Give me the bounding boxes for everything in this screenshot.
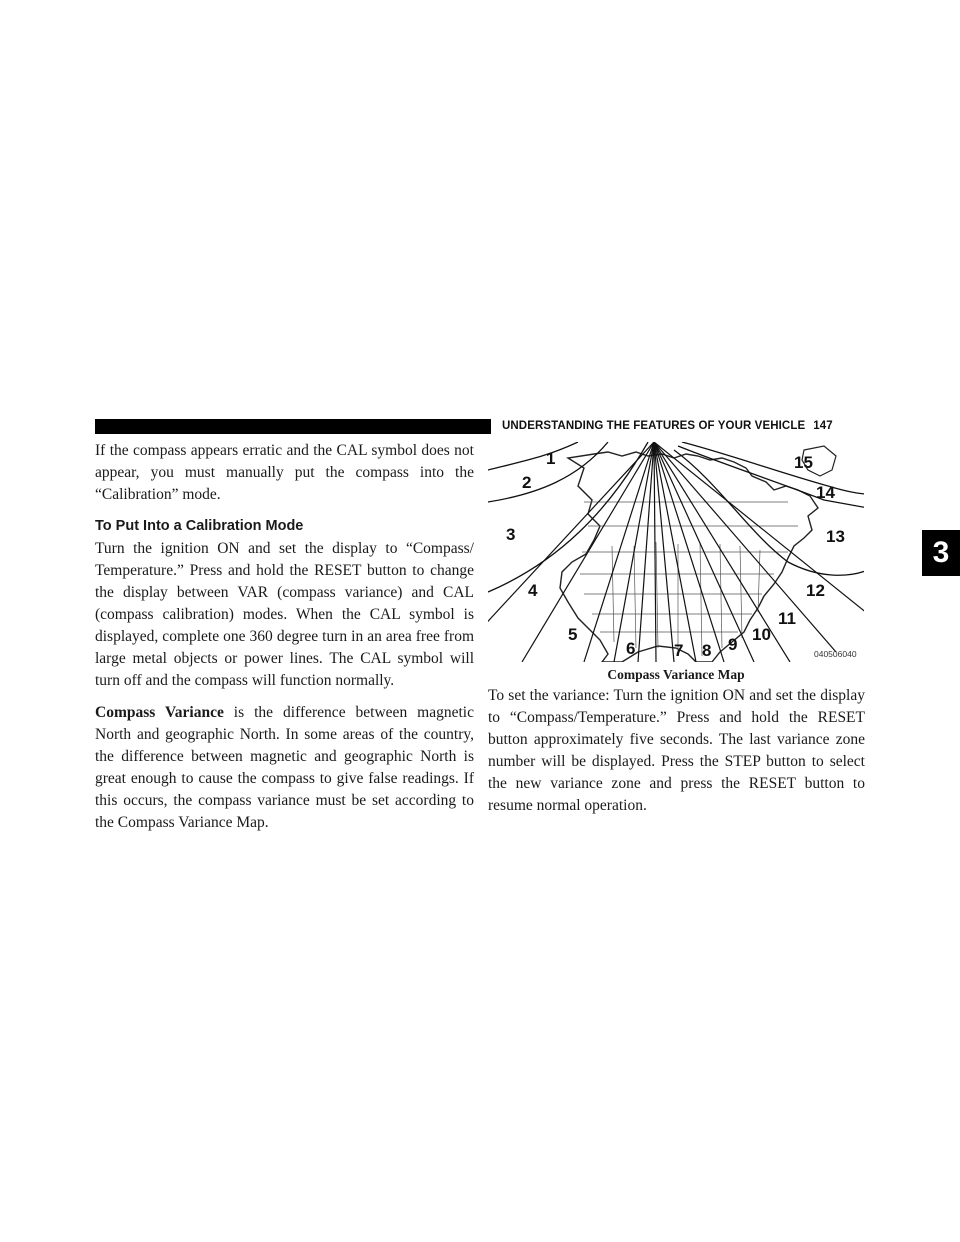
zone-label-1: 1 [546, 449, 556, 468]
section-heading: To Put Into a Calibration Mode [95, 518, 304, 534]
section-title: UNDERSTANDING THE FEATURES OF YOUR VEHICLE [502, 420, 806, 432]
zone-label-13: 13 [826, 527, 845, 546]
left-column [95, 440, 474, 844]
figure-caption: Compass Variance Map [607, 667, 745, 682]
zone-label-6: 6 [626, 639, 636, 658]
zone-label-7: 7 [674, 641, 684, 660]
zone-label-8: 8 [702, 641, 712, 660]
variance-instructions: To set the variance: Turn the ignition ON and set the display to “Compass/Temperature.” Press and hold the RESET button approximately five seconds. The last variance zone number will be displayed. Press the STEP button to select the new variance zone and press the RESET button to resume normal operation. [488, 687, 865, 814]
zone-label-2: 2 [522, 473, 532, 492]
zone-label-4: 4 [528, 581, 538, 600]
zone-label-12: 12 [806, 581, 825, 600]
zone-label-9: 9 [728, 635, 738, 654]
page-number: 147 [813, 420, 833, 432]
compass-variance-map [488, 442, 864, 662]
variance-term: Compass Variance [95, 704, 224, 721]
chapter-tab: 3 [922, 530, 960, 576]
intro-paragraph: If the compass appears erratic and the CAL symbol does not appear, you must manually put the compass into the “Calibration” mode. [95, 442, 474, 503]
right-column [488, 685, 865, 817]
calibration-paragraph: Turn the ignition ON and set the display to “Compass/ Temperature.” Press and hold the RESET button to change the display between VAR (compass variance) and CAL (compass calibration) modes. When the CAL symbol is displayed, complete one 360 degree turn in an area free from large metal objects or power lines. The CAL symbol will turn off and the compass will function normally. [95, 540, 474, 689]
zone-label-3: 3 [506, 525, 516, 544]
figure-image-code: 040506040 [814, 649, 857, 659]
running-header [502, 419, 833, 434]
zone-label-11: 11 [778, 609, 796, 628]
zone-label-10: 10 [752, 625, 771, 644]
variance-definition: is the difference between magnetic North and geographic North. In some areas of the country, the difference between magnetic and geographic North is great enough to cause the compass to give false readings. If this occurs, the compass variance must be set according to the Compass Variance Map. [95, 704, 474, 831]
zone-label-15: 15 [794, 453, 813, 472]
variance-paragraph [95, 702, 474, 834]
header-rule [95, 419, 491, 434]
zone-label-14: 14 [816, 483, 835, 502]
zone-label-5: 5 [568, 625, 578, 644]
variance-map-graphic [488, 442, 864, 662]
